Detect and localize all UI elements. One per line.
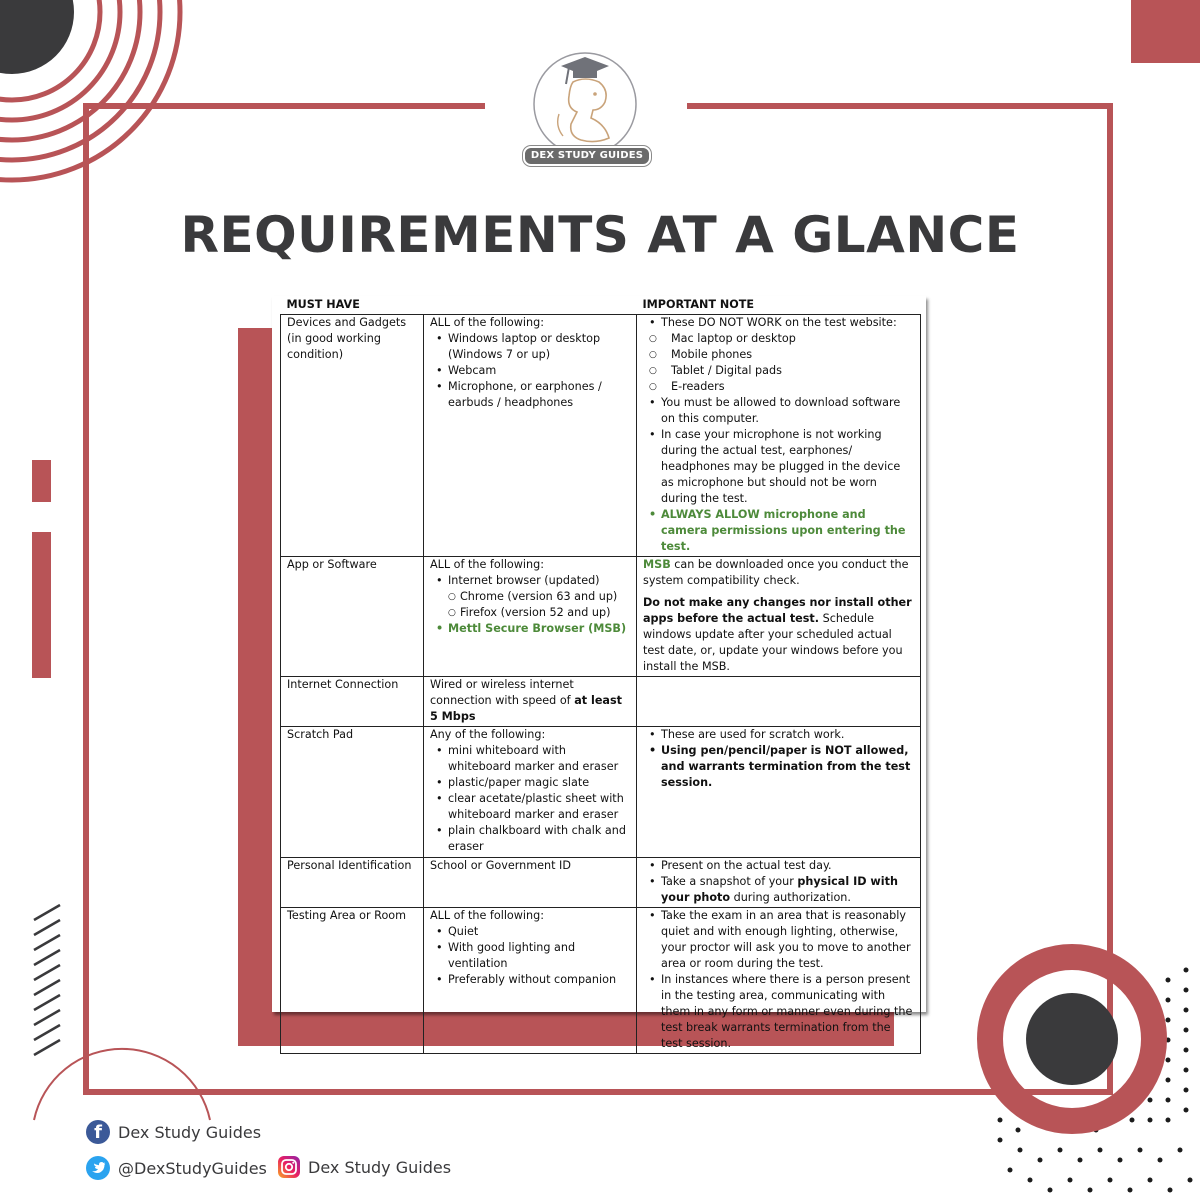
devices-note-list (643, 315, 915, 555)
list-item: • Present on the actual test day. (661, 858, 915, 874)
list-item: • ALWAYS ALLOW microphone and camera permissions upon entering the test. (661, 507, 915, 555)
app-note-2 (643, 595, 915, 675)
list-item: • Microphone, or earphones / earbuds / headphones (448, 379, 631, 411)
internet-text: Wired or wireless internet connection with speed of (430, 678, 575, 707)
devices-note-lead: These DO NOT WORK on the test website: (661, 316, 897, 329)
table-row (281, 908, 921, 1054)
list-item: ○ Mobile phones (661, 347, 915, 363)
browser-item: Internet browser (updated) (448, 574, 600, 587)
list-item: • In instances where there is a person present in the testing area, communicating with them in any form or manner even during the test break warrants termination from the test session. (661, 972, 915, 1052)
list-item: • Webcam (448, 363, 631, 379)
internet-speed: at least 5 Mbps (430, 694, 622, 723)
row-content-app (424, 557, 637, 677)
row-content-id: School or Government ID (424, 858, 637, 908)
row-label-app: App or Software (281, 557, 424, 677)
id-note-2b: physical ID with your photo (661, 875, 898, 904)
list-item: ○ Tablet / Digital pads (661, 363, 915, 379)
left-bar-large (32, 532, 51, 678)
diagonal-stripes-decoration (34, 905, 60, 1055)
row-content-internet (424, 677, 637, 727)
logo-text: DEX STUDY GUIDES (523, 146, 651, 166)
list-item: • clear acetate/plastic sheet with whiteboard marker and eraser (448, 791, 631, 823)
table-row (281, 727, 921, 858)
row-note-internet (637, 677, 921, 727)
table-row (281, 858, 921, 908)
list-item: • These are used for scratch work. (661, 727, 915, 743)
row-note-scratch (637, 727, 921, 858)
header-must-have: MUST HAVE (286, 298, 360, 311)
list-item: • Take the exam in an area that is reasonably quiet and with enough lighting, otherwise, your proctor will ask you to move to another area or room during the test. (661, 908, 915, 972)
list-item: • Windows laptop or desktop (Windows 7 or up) (448, 331, 631, 363)
list-item: • In case your microphone is not working during the actual test, earphones/ headphones may be plugged in the device as microphone but should not be worn during the test. (661, 427, 915, 507)
row-note-devices (637, 315, 921, 557)
twitter-icon (86, 1156, 110, 1180)
row-label-devices: Devices and Gadgets (in good working condition) (281, 315, 424, 557)
page-title: REQUIREMENTS AT A GLANCE (180, 206, 1020, 264)
list-item: • mini whiteboard with whiteboard marker and eraser (448, 743, 631, 775)
social-instagram[interactable] (278, 1156, 451, 1178)
devices-lead: ALL of the following: (430, 316, 544, 329)
table-header-row (281, 296, 921, 315)
list-item: ○ Mac laptop or desktop (661, 331, 915, 347)
list-item (661, 874, 915, 906)
dark-disc-decoration (1026, 993, 1118, 1085)
list-item: • Mettl Secure Browser (MSB) (448, 621, 631, 637)
header-important-note: IMPORTANT NOTE (642, 298, 755, 311)
facebook-handle: Dex Study Guides (118, 1122, 262, 1142)
msb-label: MSB (643, 558, 671, 571)
app-note-1 (643, 557, 915, 589)
unsupported-devices-list (661, 331, 915, 395)
list-item: • With good lighting and ventilation (448, 940, 631, 972)
table-row (281, 557, 921, 677)
requirements-document (272, 296, 926, 1050)
list-item: • Quiet (448, 924, 631, 940)
requirements-table (280, 296, 921, 1054)
id-note-2c: during authorization. (730, 891, 851, 904)
social-facebook[interactable] (86, 1120, 261, 1144)
table-row (281, 677, 921, 727)
area-lead: ALL of the following: (430, 909, 544, 922)
dark-circle-decoration (0, 0, 74, 74)
app-note-1-text: can be downloaded once you conduct the system compatibility check. (643, 558, 909, 587)
dex-logo (525, 52, 649, 170)
area-list (430, 924, 631, 988)
row-label-scratch: Scratch Pad (281, 727, 424, 858)
app-note-2-bold: Do not make any changes nor install other apps before the actual test. (643, 596, 912, 625)
thin-arc-decoration (34, 1049, 210, 1120)
list-item: • plain chalkboard with chalk and eraser (448, 823, 631, 855)
devices-list (430, 331, 631, 411)
row-content-devices (424, 315, 637, 557)
list-item (448, 573, 631, 621)
scratch-lead: Any of the following: (430, 728, 546, 741)
list-item: ○ Chrome (version 63 and up) (460, 589, 631, 605)
row-note-id (637, 858, 921, 908)
row-label-area: Testing Area or Room (281, 908, 424, 1054)
scratch-list (430, 743, 631, 855)
red-block-decoration (1131, 0, 1200, 63)
row-content-scratch (424, 727, 637, 858)
app-list (430, 573, 631, 637)
row-note-app (637, 557, 921, 677)
list-item: • Using pen/pencil/paper is NOT allowed, and warrants termination from the test session. (661, 743, 915, 791)
twitter-handle: @DexStudyGuides (118, 1158, 267, 1178)
list-item: ○ Firefox (version 52 and up) (460, 605, 631, 621)
scratch-note-list (643, 727, 915, 791)
app-lead: ALL of the following: (430, 558, 544, 571)
app-note-2-text: Schedule windows update after your scheduled actual test date, or, update your windows before you install the MSB. (643, 612, 903, 673)
row-content-area (424, 908, 637, 1054)
list-item: • plastic/paper magic slate (448, 775, 631, 791)
left-bar-small (32, 460, 51, 502)
instagram-handle: Dex Study Guides (308, 1157, 452, 1177)
list-item (661, 315, 915, 395)
row-label-internet: Internet Connection (281, 677, 424, 727)
browser-versions-list (448, 589, 631, 621)
row-note-area (637, 908, 921, 1054)
id-note-list (643, 858, 915, 906)
list-item: • You must be allowed to download software on this computer. (661, 395, 915, 427)
table-row (281, 315, 921, 557)
area-note-list (643, 908, 915, 1052)
id-note-2a: Take a snapshot of your (661, 875, 798, 888)
social-twitter[interactable] (86, 1156, 267, 1180)
instagram-icon (278, 1156, 300, 1178)
row-label-id: Personal Identification (281, 858, 424, 908)
facebook-icon: f (86, 1120, 110, 1144)
list-item: ○ E-readers (661, 379, 915, 395)
list-item: • Preferably without companion (448, 972, 631, 988)
